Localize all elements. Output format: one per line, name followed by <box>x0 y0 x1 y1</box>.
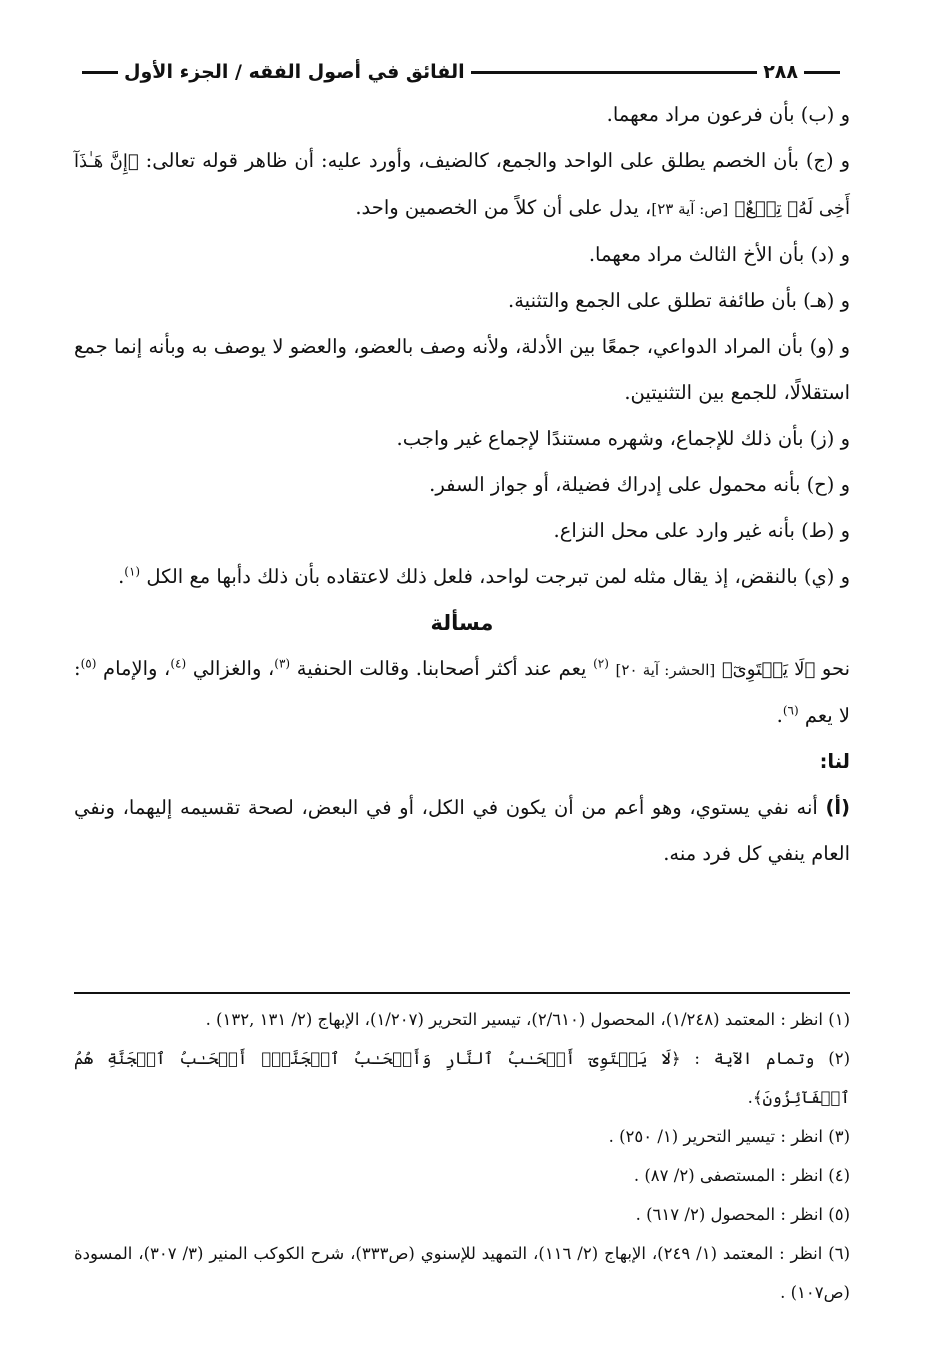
section-heading: مسألة <box>430 611 494 635</box>
verse-citation: [ص: آية ٢٣] <box>651 200 729 218</box>
header-rule-middle <box>471 71 758 74</box>
lana-label: لنا: <box>819 750 850 773</box>
footnote-4: (٤) انظر : المستصفى (٢/ ٨٧) . <box>633 1166 850 1185</box>
verse-citation: [الحشر: آية ٢٠] <box>615 661 716 679</box>
footnotes <box>74 1000 850 1312</box>
footnote-ref[interactable]: (٣) <box>274 656 291 671</box>
paragraph-h2: و (ح) بأنه محمول على إدراك فضيلة، أو جواز السفر. <box>429 473 850 496</box>
book-title: الفائق في أصول الفقه / الجزء الأول <box>124 61 465 83</box>
footnote-6: (٦) انظر : المعتمد (١/ ٢٤٩)، الإبهاج (٢/ ١١٦)، التمهيد للإسنوي (ص٣٣٣)، شرح الكوكب المنير (٣/ ٣٠٧)، المسودة (ص١٠٧) . <box>74 1244 851 1302</box>
paragraph-b: و (ب) بأن فرعون مراد معهما. <box>606 103 850 126</box>
paragraph-d: و (د) بأن الأخ الثالث مراد معهما. <box>588 243 850 266</box>
footnote-separator <box>74 992 850 994</box>
paragraph-j: و (ج) بأن الخصم يطلق على الواحد والجمع، كالضيف، وأورد عليه: أن ظاهر قوله تعالى: ﴿إِنَّ هَـٰذَآ أَخِى لَهُۥ تِسۡعٌ﴾ [ص: آية ٢٣]، يدل على أن كلاً من الخصمين واحد. <box>74 149 850 219</box>
paragraph-t: و (ط) بأنه غير وارد على محل النزاع. <box>553 519 850 542</box>
paragraph-z: و (ز) بأن ذلك للإجماع، وشهره مستندًا لإجماع غير واجب. <box>396 427 850 450</box>
header-rule-left <box>82 71 118 74</box>
footnote-5: (٥) انظر : المحصول (٢/ ٦١٧) . <box>635 1205 850 1224</box>
header-rule-right <box>804 71 840 74</box>
quran-verse: ﴿إِنَّ هَـٰذَآ أَخِى لَهُۥ تِسۡعٌ﴾ <box>74 151 850 219</box>
paragraph-y: و (ي) بالنقض، إذ يقال مثله لمن تبرجت لواحد، فلعل ذلك لاعتقاده بأن ذلك دأبها مع الكل $^{(١)}$. <box>118 564 850 588</box>
paragraph-masala: نحو ﴿لَا يَسۡتَوِىٓ﴾ [الحشر: آية ٢٠] $^{(٢)}$ يعم عند أكثر أصحابنا. وقالت الحنفية $^{(٣)}$، والغزالي $^{(٤)}$، والإمام $^{(٥)}$: لا يعم $^{(٦)}$. <box>74 656 851 727</box>
running-header <box>76 52 846 92</box>
footnote-ref[interactable]: (٥) <box>80 656 97 671</box>
footnote-3: (٣) انظر : تيسير التحرير (١/ ٢٥٠) . <box>608 1127 850 1146</box>
paragraph-h: و (هـ) بأن طائفة تطلق على الجمع والتثنية. <box>508 289 850 312</box>
page-number: ٢٨٨ <box>763 61 798 83</box>
footnote-ref[interactable]: (٤) <box>170 656 187 671</box>
footnote-1: (١) انظر : المعتمد (١/٢٤٨)، المحصول (٢/٦١٠)، تيسير التحرير (١/٢٠٧)، الإبهاج (٢/ ١٣١ ,١٣٢) . <box>205 1010 850 1029</box>
footnote-ref[interactable]: (٦) <box>782 703 799 718</box>
footnote-ref[interactable]: (٢) <box>593 656 609 671</box>
main-text <box>74 92 850 877</box>
quran-verse: ﴿لَا يَسۡتَوِىٓ﴾ <box>721 659 816 680</box>
paragraph-a: (أ) أنه نفي يستوي، وهو أعم من أن يكون في الكل، أو في البعض، لصحة تقسيمه إليهما، ونفي العام ينفي كل فرد منه. <box>74 796 850 865</box>
footnote-2: (٢) وتمام الآية : ﴿لَا يَسۡتَوِىٓ أَصۡحَـٰبُ ٱلنَّارِ وَأَصۡحَـٰبُ ٱلۡجَنَّةِۚ أَصۡحَـٰبُ ٱلۡجَنَّةِ هُمُ ٱلۡفَآئِزُونَ﴾. <box>74 1049 850 1107</box>
paragraph-w: و (و) بأن المراد الدواعي، جمعًا بين الأدلة، ولأنه وصف بالعضو، والعضو لا يوصف به وبأنه إنما جمع استقلالًا، للجمع بين التثنيتين. <box>74 335 850 404</box>
footnote-ref[interactable]: (١) <box>124 564 141 579</box>
